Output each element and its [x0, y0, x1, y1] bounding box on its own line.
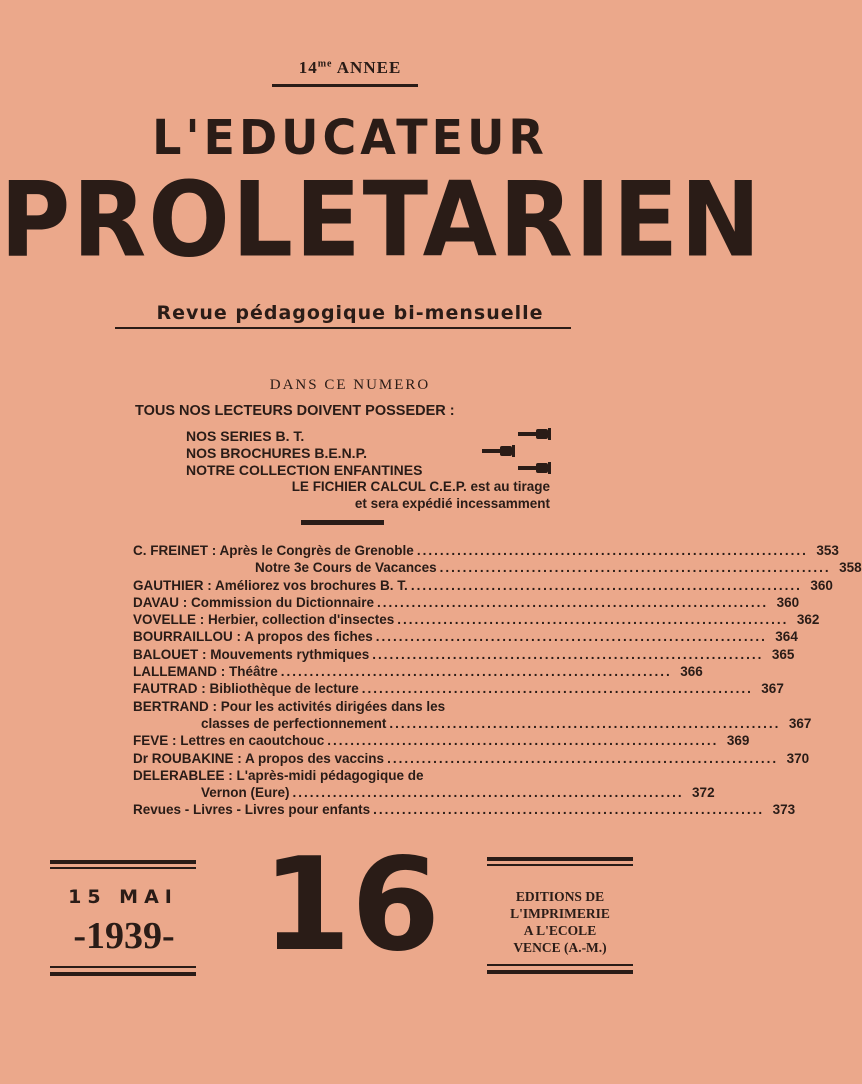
- promo-item: NOS BROCHURES B.E.N.P.: [186, 445, 367, 461]
- toc-row: BOURRAILLOU : A propos des fiches .................................................................... 364: [133, 629, 798, 645]
- masthead-line1: L'EDUCATEUR: [152, 108, 548, 166]
- fichier-line2: et sera expédié incessamment: [354, 496, 550, 511]
- masthead-line2: PROLETARIEN: [0, 159, 763, 281]
- footer-rule: [50, 867, 196, 869]
- masthead-subtitle: Revue pédagogique bi-mensuelle: [156, 302, 544, 324]
- footer-rule: [50, 966, 196, 968]
- issue-date: 15 MAI: [68, 886, 178, 908]
- publisher-block: [490, 888, 630, 956]
- toc-row: FEVE : Lettres en caoutchouc .................................................................... 369: [133, 733, 750, 749]
- section-divider: [301, 520, 384, 525]
- promo-lead: TOUS NOS LECTEURS DOIVENT POSSEDER :: [135, 403, 455, 419]
- toc-row: BALOUET : Mouvements rythmiques .................................................................... 365: [133, 646, 795, 662]
- year-of-publication: $14^{me}$ ANNEE: [298, 58, 402, 77]
- toc-row: Vernon (Eure) .................................................................... 372: [201, 785, 715, 801]
- publisher-line: EDITIONS DE: [515, 889, 605, 904]
- subtitle-underline: [115, 327, 571, 329]
- toc-row: Dr ROUBAKINE : A propos des vaccins .................................................................... 370: [133, 750, 810, 766]
- toc-row: Revues - Livres - Livres pour enfants .................................................................... 373: [133, 802, 796, 818]
- promo-item: NOS SERIES B. T.: [186, 428, 305, 444]
- toc-row: classes de perfectionnement .................................................................... 367: [201, 715, 812, 731]
- publisher-line: VENCE (A.-M.): [513, 940, 607, 955]
- toc-row: Notre 3e Cours de Vacances .................................................................... 358: [255, 560, 862, 576]
- issue-number: 16: [262, 831, 441, 980]
- contents-heading: DANS CE NUMERO: [269, 377, 431, 393]
- toc-row: GAUTHIER : Améliorez vos brochures B. T. .................................................................... 360: [133, 577, 833, 593]
- issue-year: -1939-: [73, 915, 175, 957]
- publisher-line: A L'ECOLE: [523, 923, 597, 938]
- footer-rule: [487, 964, 633, 966]
- pointing-hand-icon: [518, 462, 552, 475]
- promo-item: NOTRE COLLECTION ENFANTINES: [186, 462, 423, 478]
- toc-row: C. FREINET : Après le Congrès de Grenoble .................................................................... 353: [133, 543, 839, 558]
- table-of-contents: [133, 542, 862, 819]
- footer-rule: [487, 857, 633, 861]
- toc-row: DAVAU : Commission du Dictionnaire .................................................................... 360: [133, 594, 800, 610]
- toc-row: LALLEMAND : Théâtre .................................................................... 366: [133, 664, 703, 680]
- annee-underline: [272, 84, 418, 87]
- footer-rule: [50, 972, 196, 976]
- footer-rule: [487, 864, 633, 866]
- footer-rule: [50, 860, 196, 864]
- toc-row: FAUTRAD : Bibliothèque de lecture .................................................................... 367: [133, 681, 784, 697]
- toc-row: VOVELLE : Herbier, collection d'insectes .................................................................... 362: [133, 612, 820, 628]
- publisher-line: L'IMPRIMERIE: [510, 906, 610, 921]
- toc-row: BERTRAND : Pour les activités dirigées dans les: [133, 698, 446, 714]
- pointing-hand-icon: [518, 428, 552, 441]
- toc-row: DELERABLEE : L'après-midi pédagogique de: [133, 767, 424, 783]
- footer-rule: [487, 970, 633, 974]
- fichier-line1: LE FICHIER CALCUL C.E.P. est au tirage: [291, 479, 550, 494]
- pointing-hand-icon: [482, 445, 516, 458]
